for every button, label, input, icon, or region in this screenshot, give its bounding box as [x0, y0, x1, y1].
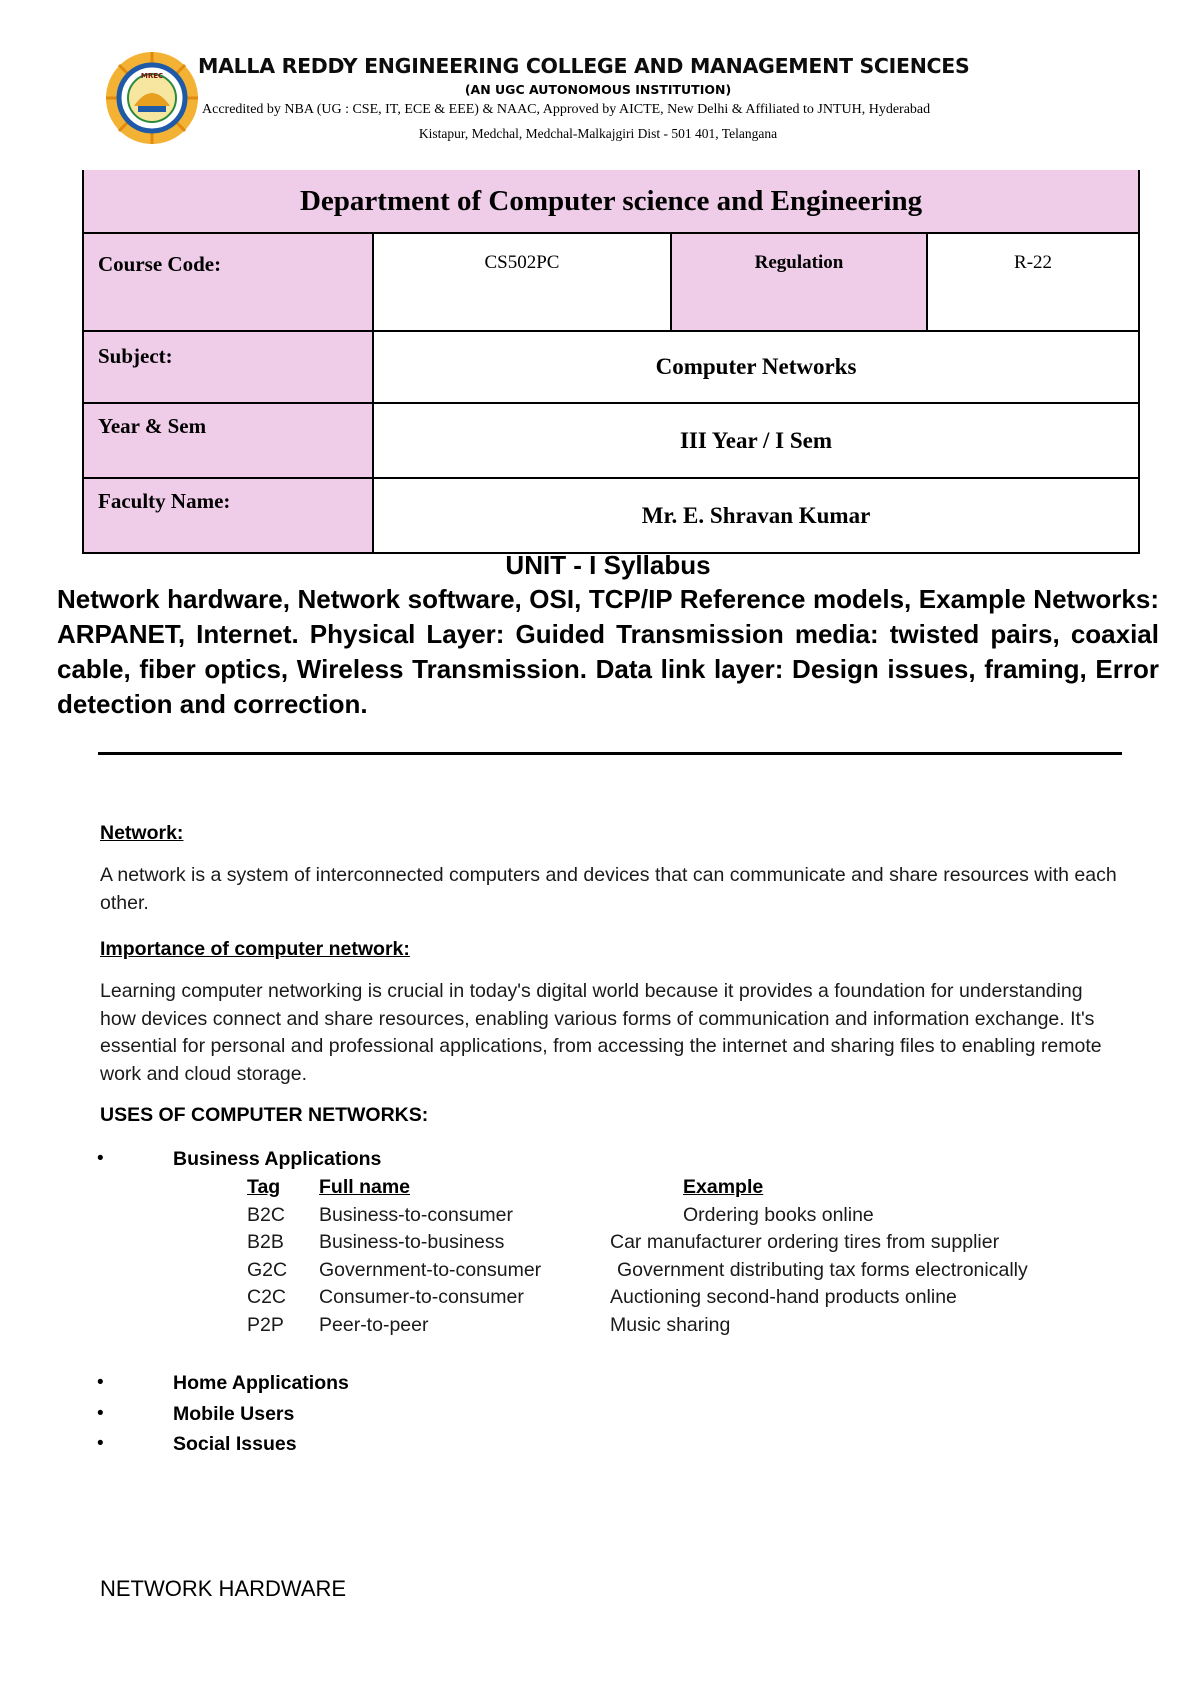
table-cell-tag: B2C [247, 1204, 285, 1226]
table-cell-example: Ordering books online [683, 1204, 874, 1226]
subject-value: Computer Networks [373, 331, 1139, 403]
uses-heading: USES OF COMPUTER NETWORKS: [100, 1104, 429, 1126]
bullet-icon: • [97, 1372, 104, 1393]
svg-text:MREC: MREC [140, 72, 164, 80]
home-applications-label: Home Applications [173, 1372, 349, 1394]
college-address: Kistapur, Medchal, Medchal-Malkajgiri Dist - 501 401, Telangana [418, 126, 778, 141]
bullet-icon: • [97, 1433, 104, 1454]
table-cell-example: Auctioning second-hand products online [610, 1286, 957, 1308]
table-cell-tag: P2P [247, 1314, 284, 1336]
faculty-label: Faculty Name: [83, 478, 373, 553]
network-definition: A network is a system of interconnected computers and devices that can communicate and share resources with each other. [100, 864, 1117, 914]
syllabus-text: Network hardware, Network software, OSI, TCP/IP Reference models, Example Networks: ARPANET, Internet. Physical Layer: Guided Transmission media: twisted pairs, coaxial cable, fiber optics, Wireless Transmission. Data link layer: Design issues, framing, Error detection and correction. [57, 584, 1159, 719]
year-sem-value: III Year / I Sem [373, 403, 1139, 478]
table-cell-full-name: Consumer-to-consumer [319, 1286, 524, 1308]
table-cell-full-name: Government-to-consumer [319, 1259, 542, 1281]
table-cell-full-name: Business-to-consumer [319, 1204, 513, 1226]
business-applications-label: Business Applications [173, 1148, 382, 1170]
table-cell-full-name: Business-to-business [319, 1231, 505, 1253]
course-info-table [82, 170, 1140, 554]
subject-label: Subject: [83, 331, 373, 403]
college-name: MALLA REDDY ENGINEERING COLLEGE AND MANAGEMENT SCIENCES [198, 54, 970, 78]
bullet-icon: • [97, 1148, 104, 1169]
department-title: Department of Computer science and Engineering [83, 170, 1139, 233]
table-header-tag: Tag [247, 1176, 281, 1198]
regulation-value: R-22 [927, 233, 1139, 331]
faculty-value: Mr. E. Shravan Kumar [373, 478, 1139, 553]
horizontal-divider [98, 752, 1122, 755]
network-heading: Network: [100, 822, 184, 844]
mobile-users-label: Mobile Users [173, 1403, 295, 1425]
table-cell-example: Music sharing [610, 1314, 731, 1336]
table-cell-example: Car manufacturer ordering tires from supplier [610, 1231, 1000, 1253]
table-cell-tag: G2C [247, 1259, 288, 1281]
course-code-value: CS502PC [373, 233, 671, 331]
table-cell-tag: C2C [247, 1286, 287, 1308]
year-sem-label: Year & Sem [83, 403, 373, 478]
table-cell-full-name: Peer-to-peer [319, 1314, 429, 1336]
bullet-icon: • [97, 1403, 104, 1424]
college-seal-logo [104, 50, 200, 146]
accreditation-line: Accredited by NBA (UG : CSE, IT, ECE & EEE) & NAAC, Approved by AICTE, New Delhi & Affiliated to JNTUH, Hyderabad [202, 102, 931, 117]
table-cell-tag: B2B [247, 1231, 284, 1253]
importance-paragraph: Learning computer networking is crucial in today's digital world because it provides a foundation for understanding how devices connect and share resources, enabling various forms of communication and information exchange. It's essential for personal and professional applications, from accessing the internet and sharing files to enabling remote work and cloud storage. [100, 980, 1102, 1085]
table-header-example: Example [683, 1176, 764, 1198]
unit-title: UNIT - I Syllabus [505, 550, 711, 580]
regulation-label: Regulation [671, 233, 927, 331]
importance-heading: Importance of computer network: [100, 938, 410, 960]
social-issues-label: Social Issues [173, 1433, 297, 1455]
college-status: (AN UGC AUTONOMOUS INSTITUTION) [464, 82, 732, 97]
table-header-full-name: Full name [319, 1176, 411, 1198]
table-cell-example: Government distributing tax forms electronically [617, 1259, 1028, 1281]
course-code-label: Course Code: [83, 233, 373, 331]
network-hardware-heading: NETWORK HARDWARE [100, 1576, 347, 1601]
